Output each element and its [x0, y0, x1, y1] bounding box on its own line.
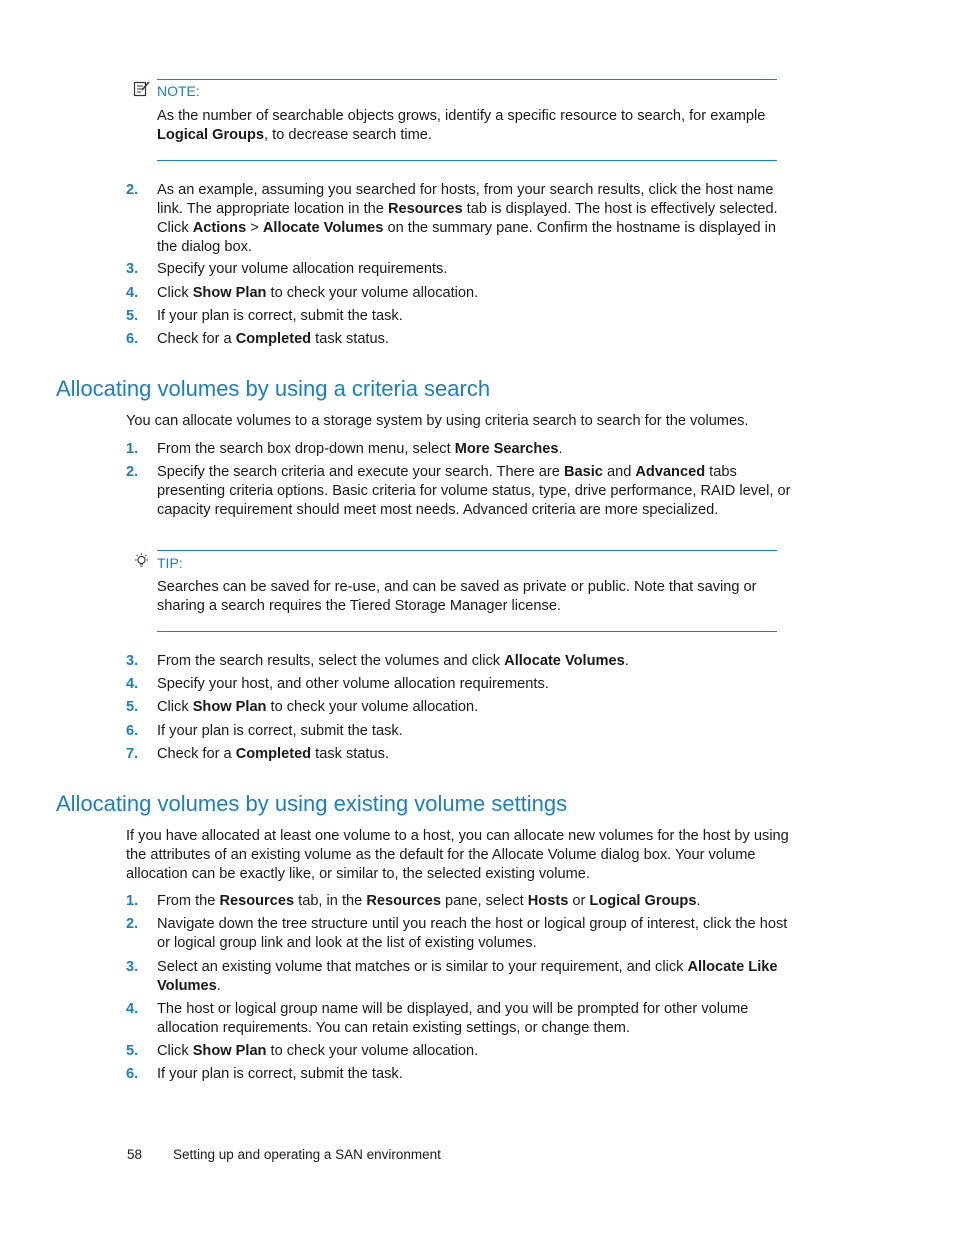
step-number: 3. — [126, 653, 139, 669]
step-number: 5. — [126, 699, 139, 715]
list-item: From the search box drop-down menu, select More Searches. — [157, 441, 563, 457]
step-number: 2. — [126, 464, 139, 480]
note-icon — [133, 80, 150, 103]
tip-bottom-rule — [157, 631, 777, 632]
list-item: The host or logical group name will be displayed, and you will be prompted for other volume allocation requirements. You can retain existing settings, or change them. — [157, 1001, 749, 1036]
step-number: 1. — [126, 893, 139, 909]
list-item: If your plan is correct, submit the task. — [157, 1066, 403, 1082]
list-item: Check for a Completed task status. — [157, 331, 389, 347]
step-number: 6. — [126, 331, 139, 347]
step-number: 2. — [126, 916, 139, 932]
section-heading: Allocating volumes by using a criteria search — [56, 376, 491, 401]
list-item: Check for a Completed task status. — [157, 746, 389, 762]
step-number: 4. — [126, 676, 139, 692]
list-item: If your plan is correct, submit the task. — [157, 308, 403, 324]
list-item: From the Resources tab, in the Resources pane, select Hosts or Logical Groups. — [157, 893, 701, 909]
list-item: From the search results, select the volumes and click Allocate Volumes. — [157, 653, 629, 669]
note-bottom-rule — [157, 160, 777, 161]
section-intro: If you have allocated at least one volume to a host, you can allocate new volumes for the host by using the attributes of an existing volume as the default for the Allocate Volume dialog box. Your volume allocation can be exactly like, or similar to, the selected existing volume. — [126, 828, 789, 882]
step-number: 3. — [126, 959, 139, 975]
step-number: 2. — [126, 182, 139, 198]
list-item: Click Show Plan to check your volume allocation. — [157, 699, 479, 715]
list-item: Select an existing volume that matches or is similar to your requirement, and click Allocate Like Volumes. — [157, 959, 778, 994]
section-intro: You can allocate volumes to a storage system by using criteria search to search for the volumes. — [126, 413, 749, 429]
step-number: 4. — [126, 285, 139, 301]
tip-top-rule — [157, 550, 777, 551]
list-item: Click Show Plan to check your volume allocation. — [157, 285, 479, 301]
list-item: Click Show Plan to check your volume allocation. — [157, 1043, 479, 1059]
step-number: 1. — [126, 441, 139, 457]
note-top-rule — [157, 79, 777, 80]
list-item: Navigate down the tree structure until you reach the host or logical group of interest, click the host or logical group link and look at the list of existing volumes. — [157, 916, 788, 951]
step-number: 4. — [126, 1001, 139, 1017]
step-number: 7. — [126, 746, 139, 762]
step-number: 5. — [126, 1043, 139, 1059]
tip-label: TIP: — [157, 555, 183, 571]
list-item: Specify your volume allocation requirements. — [157, 261, 448, 277]
list-item: As an example, assuming you searched for hosts, from your search results, click the host name link. The appropriate location in the Resources tab is displayed. The host is effectively selected. Click Actions > Allocate Volumes on the summary pane. Confirm the hostname is displayed in the dialog box. — [157, 182, 778, 255]
section-heading: Allocating volumes by using existing volume settings — [56, 791, 568, 816]
step-number: 6. — [126, 723, 139, 739]
page-number: 58 — [127, 1147, 143, 1162]
list-item: If your plan is correct, submit the task. — [157, 723, 403, 739]
note-text: As the number of searchable objects grows, identify a specific resource to search, for example Logical Groups, to decrease search time. — [157, 108, 766, 143]
tip-text: Searches can be saved for re-use, and can be saved as private or public. Note that saving or sharing a search requires the Tiered Storage Manager license. — [157, 579, 757, 614]
step-number: 5. — [126, 308, 139, 324]
footer-title: Setting up and operating a SAN environment — [173, 1147, 441, 1162]
step-number: 6. — [126, 1066, 139, 1082]
step-number: 3. — [126, 261, 139, 277]
list-item: Specify your host, and other volume allocation requirements. — [157, 676, 549, 692]
lightbulb-icon — [133, 553, 150, 576]
note-label: NOTE: — [157, 83, 200, 99]
list-item: Specify the search criteria and execute your search. There are Basic and Advanced tabs presenting criteria options. Basic criteria for volume status, type, drive performance, RAID level, or capacity requirement should meet most needs. Advanced criteria are more specialized. — [157, 464, 791, 518]
